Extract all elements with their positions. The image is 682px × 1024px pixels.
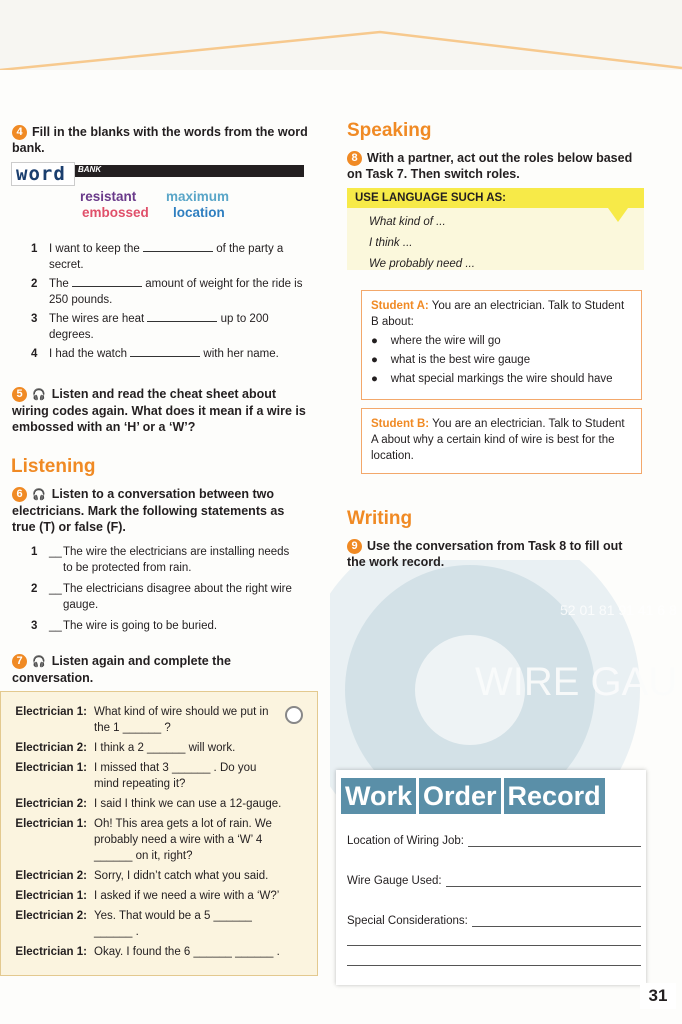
word-embossed: embossed <box>82 205 149 220</box>
word-bank-logo: word <box>16 163 66 185</box>
word-bank-logo-box <box>11 162 75 186</box>
list-item: 1 I want to keep the of the party a secret. <box>31 243 284 271</box>
list-item: 3 The wires are heat up to 200 degrees. <box>31 313 269 341</box>
title-word: Order <box>419 778 501 814</box>
list-item: 1 __ The wire the electricians are installing needs to be protected from rain. <box>31 546 290 574</box>
task-number: 4 <box>12 125 27 140</box>
dialog-line: Electrician 1: What kind of wire should we put in the 1 ______ ? <box>15 706 269 734</box>
student-a-bullets <box>371 333 632 387</box>
list-item: 2 __ The electricians disagree about the right wire gauge. <box>31 583 292 611</box>
task-number: 8 <box>347 151 362 166</box>
list-item: 4 I had the watch with her name. <box>31 348 279 360</box>
word-resistant: resistant <box>80 189 137 204</box>
phrase-list <box>369 212 475 275</box>
considerations-line-2[interactable] <box>347 945 641 946</box>
word-location: location <box>173 205 225 220</box>
task-number: 5 <box>12 387 27 402</box>
special-considerations-field[interactable]: Special Considerations: <box>347 914 641 927</box>
dialog-line: Electrician 2: I said I think we can use a 12-gauge. <box>15 798 282 810</box>
word-bank-header <box>11 160 304 184</box>
listening-heading: Listening <box>11 456 96 477</box>
work-order-title <box>341 778 605 814</box>
dialog-line: Electrician 2: Yes. That would be a 5 ______ ______ . <box>15 910 252 938</box>
gauge-field[interactable]: Wire Gauge Used: <box>347 874 641 887</box>
task-9-instruction: 9 Use the conversation from Task 8 to fill out the work record. <box>347 539 623 569</box>
list-item: ● where the wire will go <box>371 335 501 347</box>
work-order-form <box>336 770 646 985</box>
student-b-card: Student B: You are an electrician. Talk to Student A about why a certain kind of wire is best for the location. <box>361 408 642 474</box>
title-word: Work <box>341 778 416 814</box>
answer-blank[interactable] <box>72 276 142 287</box>
task-6-instruction: 6 🎧 Listen to a conversation between two electricians. Mark the following statements as true (T) or false (F). <box>12 487 285 534</box>
task-8-instruction: 8 With a partner, act out the roles below based on Task 7. Then switch roles. <box>347 151 633 181</box>
headphones-icon[interactable]: 🎧 <box>32 389 46 401</box>
gauge-input-line[interactable] <box>446 874 641 887</box>
task-5-instruction: 5 🎧 Listen and read the cheat sheet about wiring codes again. What does it mean if a wire is embossed with an ‘H’ or a ‘W’? <box>12 387 306 434</box>
phrase: What kind of ... <box>369 216 446 228</box>
writing-heading: Writing <box>347 508 413 529</box>
list-item: ● what special markings the wire should have <box>371 373 613 385</box>
word-bank-label: BANK <box>78 165 102 174</box>
page-number: 31 <box>640 983 676 1009</box>
callout-tail <box>608 208 628 222</box>
top-band <box>0 0 682 70</box>
task-6-items <box>30 544 300 637</box>
conversation-box <box>0 691 318 976</box>
answer-blank[interactable] <box>143 241 213 252</box>
dialog-line: Electrician 1: I asked if we need a wire with a ‘W?’ <box>15 890 280 902</box>
phrase: We probably need ... <box>369 258 475 270</box>
task-4-instruction <box>12 124 312 156</box>
task-7-instruction: 7 🎧 Listen again and complete the conversation. <box>12 654 231 685</box>
list-item: ● what is the best wire gauge <box>371 354 531 366</box>
considerations-line-3[interactable] <box>347 965 641 966</box>
task-number: 6 <box>12 487 27 502</box>
dialog-line: Electrician 2: Sorry, I didn’t catch what you said. <box>15 870 269 882</box>
student-b-label: Student B: <box>371 418 430 430</box>
location-field[interactable]: Location of Wiring Job: <box>347 834 641 847</box>
task-4-items <box>30 241 308 365</box>
answer-blank[interactable] <box>130 346 200 357</box>
top-decoration <box>0 0 682 70</box>
list-item: 2 The amount of weight for the ride is 250 pounds. <box>31 278 303 306</box>
task-number: 7 <box>12 654 27 669</box>
list-item: 3 __ The wire is going to be buried. <box>31 620 218 632</box>
use-language-box <box>347 188 644 270</box>
dialog-line: Electrician 1: I missed that 3 ______ . Do you mind repeating it? <box>15 762 257 790</box>
task-number: 9 <box>347 539 362 554</box>
location-input-line[interactable] <box>468 834 641 847</box>
dialog-line: Electrician 2: I think a 2 ______ will work. <box>15 742 236 754</box>
gauge-numbers: 52 01 81 91 41 6 8 <box>560 602 677 618</box>
task-4-text: Fill in the blanks with the words from the word bank. <box>12 125 308 155</box>
pin-icon <box>285 706 303 724</box>
dialog-line: Electrician 1: Oh! This area gets a lot of rain. We probably need a wire with a ‘W’ 4 ______ on it, right? <box>15 818 272 862</box>
considerations-input-line[interactable] <box>472 914 641 927</box>
answer-blank[interactable] <box>147 311 217 322</box>
headphones-icon[interactable]: 🎧 <box>32 656 46 668</box>
student-a-label: Student A: <box>371 300 429 312</box>
dialog-line: Electrician 1: Okay. I found the 6 ______ ______ . <box>15 946 280 958</box>
word-maximum: maximum <box>166 189 230 204</box>
student-a-card: Student A: You are an electrician. Talk to Student B about: ● where the wire will go ● what is the best wire gauge ● what special markings the wire should have <box>361 290 642 400</box>
speaking-heading: Speaking <box>347 120 432 141</box>
phrase: I think ... <box>369 237 413 249</box>
word-bank-bar <box>75 165 304 177</box>
headphones-icon[interactable]: 🎧 <box>32 489 46 501</box>
gauge-text: WIRE GAU <box>475 660 678 704</box>
use-language-title: USE LANGUAGE SUCH AS: <box>347 188 644 208</box>
title-word: Record <box>504 778 605 814</box>
